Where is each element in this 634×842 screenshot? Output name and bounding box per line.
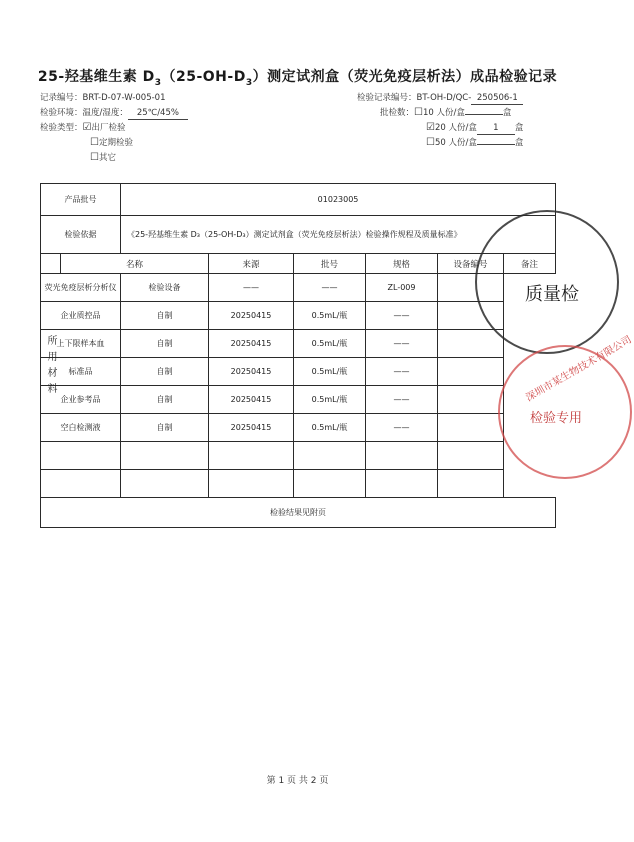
type-option-periodic: 定期检验	[98, 138, 133, 148]
material-spec[interactable]: ——	[294, 274, 366, 302]
inspection-seal-ring-text: 深圳市某生物技术有限公司	[524, 334, 634, 404]
type-checkbox-other[interactable]: ☐	[90, 152, 99, 163]
material-spec[interactable]	[294, 470, 366, 498]
batch-50-unit: 盒	[514, 138, 524, 148]
material-batch[interactable]: 20250415	[209, 414, 294, 442]
inspection-type-other	[90, 152, 116, 164]
record-number	[40, 92, 166, 104]
material-source[interactable]: 自制	[121, 358, 209, 386]
title-mid: （25-OH-D	[161, 69, 246, 85]
page-number: 第 1 页 共 2 页	[266, 776, 329, 786]
env-prefix: 温度/湿度：	[82, 108, 128, 118]
material-spec[interactable]: 0.5mL/瓶	[294, 386, 366, 414]
materials-body	[41, 274, 556, 498]
type-option-other: 其它	[98, 153, 116, 163]
material-batch[interactable]: 20250415	[209, 358, 294, 386]
batch-10-unit: 盒	[502, 108, 512, 118]
batch-10-value[interactable]	[465, 114, 503, 115]
batch-size-50	[426, 137, 523, 149]
material-remark[interactable]	[438, 470, 504, 498]
batch-checkbox-50[interactable]: ☐	[426, 137, 435, 148]
material-source[interactable]	[121, 470, 209, 498]
result-note: 检验结果见附页	[41, 498, 556, 528]
col-source: 来源	[209, 254, 294, 274]
basis-text: 《25-羟基维生素 D₃（25-OH-D₃）测定试剂盒（荧光免疫层析法）检验操作规程及质量标准》	[121, 216, 556, 254]
material-name[interactable]	[41, 442, 121, 470]
material-device[interactable]: ——	[366, 330, 438, 358]
material-name[interactable]: 上下限样本血	[41, 330, 121, 358]
record-number-label: 记录编号：	[40, 93, 83, 103]
type-checkbox-factory[interactable]: ☑	[82, 122, 92, 133]
inspection-type	[40, 122, 126, 134]
material-source[interactable]: 自制	[121, 302, 209, 330]
material-spec[interactable]: 0.5mL/瓶	[294, 330, 366, 358]
product-batch-label: 产品批号	[41, 184, 121, 216]
col-spec: 规格	[366, 254, 438, 274]
material-name[interactable]: 荧光免疫层析分析仪	[41, 274, 121, 302]
material-device[interactable]: ——	[366, 386, 438, 414]
section-spacer	[41, 254, 61, 274]
material-spec[interactable]	[294, 442, 366, 470]
material-spec[interactable]: 0.5mL/瓶	[294, 302, 366, 330]
col-remark: 备注	[504, 254, 556, 274]
material-spec[interactable]: 0.5mL/瓶	[294, 358, 366, 386]
material-remark[interactable]	[438, 358, 504, 386]
material-remark[interactable]	[438, 274, 504, 302]
material-name[interactable]: 企业参考品	[41, 386, 121, 414]
material-source[interactable]: 自制	[121, 414, 209, 442]
material-name[interactable]	[41, 470, 121, 498]
basis-label: 检验依据	[41, 216, 121, 254]
title-sub1: 3	[154, 77, 162, 88]
type-option-factory: 出厂检验	[91, 123, 126, 133]
inspect-no-prefix: BT-OH-D/QC-	[416, 93, 472, 103]
material-name[interactable]: 企业质控品	[41, 302, 121, 330]
material-name[interactable]: 标准品	[41, 358, 121, 386]
type-checkbox-periodic[interactable]: ☐	[90, 137, 99, 148]
record-number-value: BRT-D-07-W-005-01	[82, 93, 166, 103]
material-batch[interactable]: 20250415	[209, 302, 294, 330]
table-row	[41, 442, 556, 470]
inspection-type-periodic	[90, 137, 133, 149]
material-device[interactable]	[366, 442, 438, 470]
material-remark[interactable]	[438, 302, 504, 330]
material-remark[interactable]	[438, 330, 504, 358]
material-source[interactable]: 自制	[121, 330, 209, 358]
material-remark[interactable]	[438, 414, 504, 442]
batch-50-label: 50 人份/盒	[434, 138, 477, 148]
inspection-record-number	[357, 92, 523, 105]
material-source[interactable]: 检验设备	[121, 274, 209, 302]
batch-checkbox-20[interactable]: ☑	[426, 122, 435, 133]
document-title	[0, 66, 595, 88]
table-row	[41, 358, 556, 386]
material-batch[interactable]: 20250415	[209, 330, 294, 358]
product-batch-row	[41, 184, 556, 216]
material-device[interactable]	[366, 470, 438, 498]
product-batch-value[interactable]: 01023005	[121, 184, 556, 216]
batch-checkbox-10[interactable]: ☐	[414, 107, 423, 118]
table-row	[41, 330, 556, 358]
batch-size-label: 批检数：	[380, 108, 415, 118]
material-device[interactable]: ZL-009	[366, 274, 438, 302]
batch-20-value[interactable]: 1	[477, 122, 515, 135]
material-source[interactable]: 自制	[121, 386, 209, 414]
material-device[interactable]: ——	[366, 302, 438, 330]
col-batch: 批号	[294, 254, 366, 274]
batch-size-20	[426, 122, 523, 135]
table-row	[41, 386, 556, 414]
material-batch[interactable]: ——	[209, 274, 294, 302]
inspect-no-label: 检验记录编号：	[357, 93, 417, 103]
table-row	[41, 470, 556, 498]
result-row	[41, 498, 556, 528]
section-label: 所用材料	[45, 335, 56, 399]
table-row	[41, 274, 556, 302]
material-batch[interactable]	[209, 442, 294, 470]
material-spec[interactable]: 0.5mL/瓶	[294, 414, 366, 442]
material-source[interactable]	[121, 442, 209, 470]
basis-row	[41, 216, 556, 254]
inspection-table	[40, 183, 556, 528]
inspection-seal-text: 检验专用	[530, 411, 583, 426]
batch-size-10	[380, 107, 511, 119]
col-name: 名称	[61, 254, 209, 274]
material-device[interactable]: ——	[366, 358, 438, 386]
material-name[interactable]: 空白检测液	[41, 414, 121, 442]
material-remark[interactable]	[438, 386, 504, 414]
table-header-row	[41, 254, 556, 274]
type-label: 检验类型：	[40, 123, 83, 133]
title-prefix: 25-羟基维生素 D	[37, 69, 155, 85]
quality-stamp-text: 质量检	[525, 284, 579, 305]
table-row	[41, 414, 556, 442]
batch-10-label: 10 人份/盒	[422, 108, 465, 118]
col-device: 设备编号	[438, 254, 504, 274]
batch-20-unit: 盒	[514, 123, 524, 133]
env-value[interactable]: 25℃/45%	[128, 107, 188, 120]
material-device[interactable]: ——	[366, 414, 438, 442]
table-row	[41, 302, 556, 330]
env-label: 检验环境：	[40, 108, 83, 118]
title-suffix: ）测定试剂盒（荧光免疫层析法）成品检验记录	[252, 69, 558, 85]
inspect-no-value[interactable]: 250506-1	[471, 92, 523, 105]
material-batch[interactable]	[209, 470, 294, 498]
material-remark[interactable]	[438, 442, 504, 470]
inspection-environment	[40, 107, 188, 120]
title-sub2: 3	[245, 77, 253, 88]
batch-50-value[interactable]	[477, 144, 515, 145]
batch-20-label: 20 人份/盒	[434, 123, 477, 133]
material-batch[interactable]: 20250415	[209, 386, 294, 414]
